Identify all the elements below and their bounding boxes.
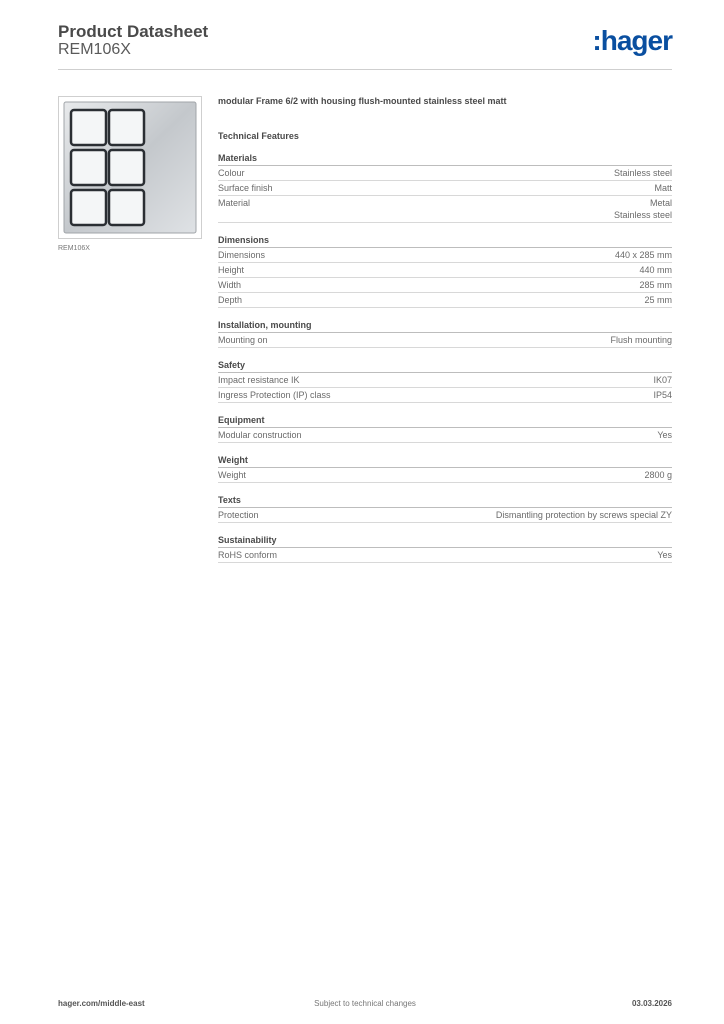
spec-label: Material bbox=[218, 198, 251, 208]
spec-label: Dimensions bbox=[218, 250, 266, 260]
spec-row bbox=[218, 468, 672, 483]
spec-label: Width bbox=[218, 280, 242, 290]
footer-notice: Subject to technical changes bbox=[314, 999, 416, 1008]
spec-label: Depth bbox=[218, 295, 243, 305]
spec-row bbox=[218, 388, 672, 403]
spec-value: Stainless steel bbox=[613, 168, 672, 178]
spec-value: Stainless steel bbox=[613, 210, 672, 220]
spec-value: Matt bbox=[654, 183, 672, 193]
product-image bbox=[58, 96, 202, 239]
spec-label: Protection bbox=[218, 510, 259, 520]
section-equipment bbox=[218, 415, 672, 443]
spec-label: Colour bbox=[218, 168, 245, 178]
frame-illustration bbox=[59, 97, 201, 238]
spec-row bbox=[218, 196, 672, 223]
spec-label: Surface finish bbox=[218, 183, 273, 193]
spec-value: 2800 g bbox=[644, 470, 672, 480]
datasheet-content bbox=[218, 96, 672, 575]
section-title: Texts bbox=[218, 495, 672, 508]
spec-row bbox=[218, 263, 672, 278]
spec-label: Ingress Protection (IP) class bbox=[218, 390, 331, 400]
section-title: Materials bbox=[218, 153, 672, 166]
spec-row bbox=[218, 278, 672, 293]
section-title: Installation, mounting bbox=[218, 320, 672, 333]
section-title: Equipment bbox=[218, 415, 672, 428]
product-reference: REM106X bbox=[58, 41, 131, 58]
page-header bbox=[58, 22, 672, 70]
spec-value: Flush mounting bbox=[610, 335, 672, 345]
spec-value: Metal bbox=[649, 198, 672, 208]
spec-value-multi bbox=[614, 197, 672, 221]
footer-date: 03.03.2026 bbox=[631, 999, 672, 1008]
section-dimensions bbox=[218, 235, 672, 308]
image-caption: REM106X bbox=[58, 245, 90, 252]
section-materials bbox=[218, 153, 672, 223]
section-title: Weight bbox=[218, 455, 672, 468]
spec-label: Height bbox=[218, 265, 245, 275]
spec-value: 440 mm bbox=[639, 265, 672, 275]
spec-value: 285 mm bbox=[639, 280, 672, 290]
footer-website: hager.com/middle-east bbox=[58, 999, 145, 1008]
section-title: Safety bbox=[218, 360, 672, 373]
spec-value: Yes bbox=[657, 430, 672, 440]
document-title: Product Datasheet bbox=[58, 22, 209, 41]
spec-value: IP54 bbox=[653, 390, 672, 400]
section-weight bbox=[218, 455, 672, 483]
spec-value: 440 x 285 mm bbox=[614, 250, 672, 260]
spec-label: Impact resistance IK bbox=[218, 375, 300, 385]
product-description: modular Frame 6/2 with housing flush-mounted stainless steel matt bbox=[218, 96, 507, 106]
spec-value: 25 mm bbox=[644, 295, 672, 305]
spec-row bbox=[218, 293, 672, 308]
spec-label: RoHS conform bbox=[218, 550, 278, 560]
spec-row bbox=[218, 508, 672, 523]
spec-row bbox=[218, 181, 672, 196]
section-title: Sustainability bbox=[218, 535, 672, 548]
spec-value: IK07 bbox=[653, 375, 672, 385]
spec-value: Yes bbox=[657, 550, 672, 560]
section-texts bbox=[218, 495, 672, 523]
spec-row bbox=[218, 428, 672, 443]
spec-label: Weight bbox=[218, 470, 246, 480]
hager-logo: :hager bbox=[592, 25, 672, 56]
section-title: Dimensions bbox=[218, 235, 672, 248]
spec-label: Modular construction bbox=[218, 430, 302, 440]
technical-features-heading: Technical Features bbox=[218, 131, 299, 141]
spec-row bbox=[218, 248, 672, 263]
section-installation bbox=[218, 320, 672, 348]
spec-label: Mounting on bbox=[218, 335, 268, 345]
section-safety bbox=[218, 360, 672, 403]
spec-row bbox=[218, 166, 672, 181]
spec-row bbox=[218, 548, 672, 563]
section-sustainability bbox=[218, 535, 672, 563]
spec-row bbox=[218, 373, 672, 388]
spec-row bbox=[218, 333, 672, 348]
spec-value: Dismantling protection by screws special ZY bbox=[495, 510, 672, 520]
